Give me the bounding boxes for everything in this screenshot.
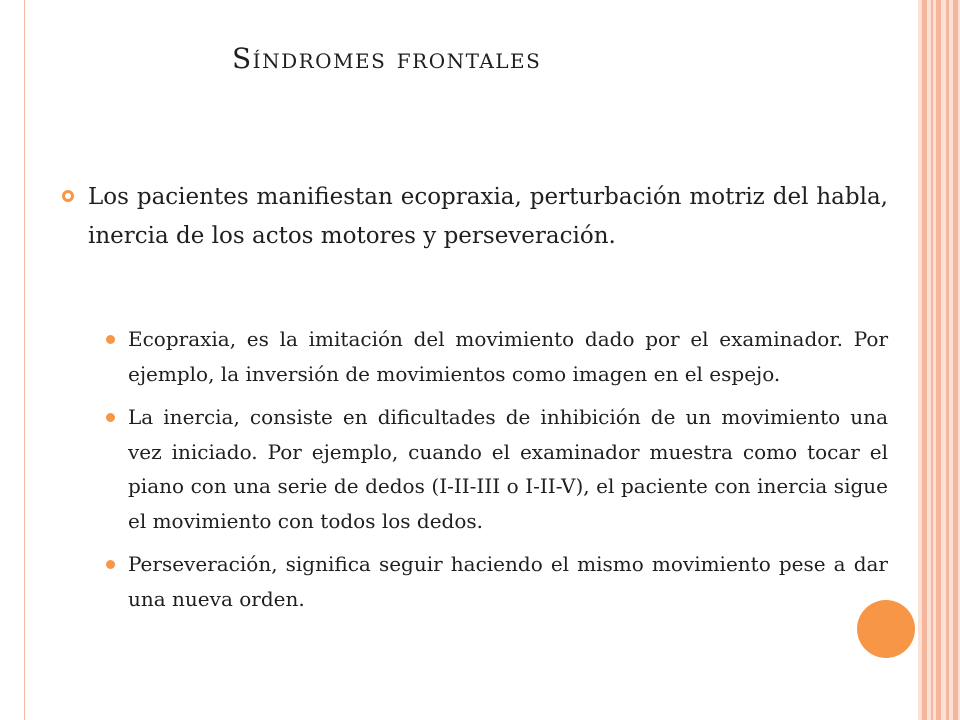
slide-title: Síndromes frontales bbox=[232, 42, 542, 75]
stripe bbox=[931, 0, 933, 720]
main-bullet-text: Los pacientes manifiestan ecopraxia, perturbación motriz del habla, inercia de los actos motores y perseveración. bbox=[88, 184, 888, 249]
right-decorative-stripes bbox=[918, 0, 960, 720]
dot-bullet-icon bbox=[106, 335, 115, 344]
stripe bbox=[953, 0, 958, 720]
stripe bbox=[922, 0, 927, 720]
main-bullet-list bbox=[88, 178, 888, 256]
stripe bbox=[936, 0, 941, 720]
dot-bullet-icon bbox=[106, 560, 115, 569]
stripe bbox=[946, 0, 949, 720]
sub-bullet-text: La inercia, consiste en dificultades de inhibición de un movimiento una vez iniciado. Por ejemplo, cuando el examinador muestra como tocar el piano con una serie de dedos (I-II-III o I-II-V), el paciente con inercia sigue el movimiento con todos los dedos. bbox=[128, 405, 888, 533]
sub-bullet-item bbox=[128, 322, 888, 391]
sub-bullet-item bbox=[128, 400, 888, 538]
sub-bullet-item bbox=[128, 547, 888, 616]
dot-bullet-icon bbox=[106, 413, 115, 422]
sub-bullet-list bbox=[128, 322, 888, 625]
sub-bullet-text: Perseveración, significa seguir haciendo el mismo movimiento pese a dar una nueva orden. bbox=[128, 552, 888, 611]
ring-bullet-icon bbox=[62, 190, 74, 202]
left-border-line bbox=[24, 0, 25, 720]
sub-bullet-text: Ecopraxia, es la imitación del movimiento dado por el examinador. Por ejemplo, la inversión de movimientos como imagen en el espejo. bbox=[128, 327, 888, 386]
main-bullet-item bbox=[88, 178, 888, 256]
decorative-circle-icon bbox=[857, 600, 915, 658]
